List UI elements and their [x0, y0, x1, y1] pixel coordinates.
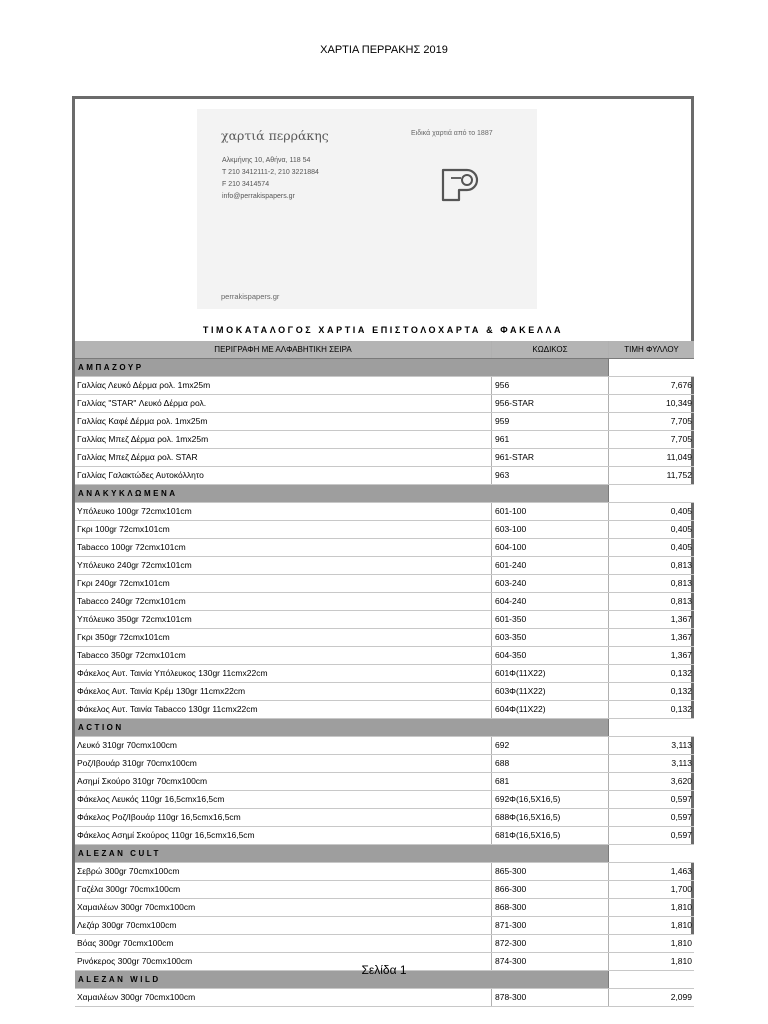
item-price: 1,810: [670, 938, 692, 948]
contact-info: [222, 155, 319, 203]
item-price: 0,597: [670, 812, 692, 822]
item-description: Σεβρώ 300gr 70cmx100cm: [75, 863, 492, 880]
item-code: 956-STAR: [492, 395, 609, 412]
item-price: 7,705: [670, 416, 692, 426]
table-row: [75, 503, 694, 521]
item-description: Φάκελος Αυτ. Ταινία Tabacco 130gr 11cmx22cm: [75, 701, 492, 718]
item-price: 10,349: [666, 398, 692, 408]
category-name: ALEZAN CULT: [75, 845, 609, 862]
table-row: [75, 989, 694, 1007]
item-price: 7,676: [670, 380, 692, 390]
item-description: Λεζάρ 300gr 70cmx100cm: [75, 917, 492, 934]
item-code: 601-240: [492, 557, 609, 574]
item-code: 601-100: [492, 503, 609, 520]
item-code: 865-300: [492, 863, 609, 880]
item-code: 692: [492, 737, 609, 754]
item-description: Γαλλίας Καφέ Δέρμα ρολ. 1mx25m: [75, 413, 492, 430]
item-price: 1,463: [670, 866, 692, 876]
table-row: [75, 431, 694, 449]
item-description: Φάκελος Αυτ. Ταινία Υπόλευκος 130gr 11cmx22cm: [75, 665, 492, 682]
item-code: 603-100: [492, 521, 609, 538]
category-row: [75, 359, 694, 377]
item-description: Γαλλίας Μπεζ Δέρμα ρολ. 1mx25m: [75, 431, 492, 448]
item-price: 1,367: [670, 632, 692, 642]
page-header: ΧΑΡΤΙΑ ΠΕΡΡΑΚΗΣ 2019: [320, 44, 448, 56]
item-price: 11,049: [666, 452, 692, 462]
table-row: [75, 413, 694, 431]
item-price: 0,132: [670, 668, 692, 678]
category-price-cell: [609, 719, 694, 736]
item-price: 11,752: [666, 470, 692, 480]
item-description: Γαλλίας Γαλακτώδες Αυτοκόλλητο: [75, 467, 492, 484]
table-row: [75, 647, 694, 665]
item-description: Βόας 300gr 70cmx100cm: [75, 935, 492, 952]
address-line: Αλκμήνης 10, Αθήνα, 118 54: [222, 157, 311, 164]
table-row: [75, 449, 694, 467]
item-description: Φάκελος Λευκός 110gr 16,5cmx16,5cm: [75, 791, 492, 808]
item-price: 0,132: [670, 704, 692, 714]
fax-line: F 210 3414574: [222, 181, 270, 188]
item-description: Υπόλευκο 350gr 72cmx101cm: [75, 611, 492, 628]
header-price: ΤΙΜΗ ΦΥΛΛΟΥ: [624, 345, 679, 354]
price-table: [75, 341, 694, 1007]
table-row: [75, 755, 694, 773]
table-row: [75, 773, 694, 791]
category-price-cell: [609, 845, 694, 862]
item-code: 681: [492, 773, 609, 790]
item-description: Φάκελος Αυτ. Ταινία Κρέμ 130gr 11cmx22cm: [75, 683, 492, 700]
phone-line: T 210 3412111-2, 210 3221884: [222, 169, 319, 176]
item-code: 604-350: [492, 647, 609, 664]
item-description: Λευκό 310gr 70cmx100cm: [75, 737, 492, 754]
item-price: 1,810: [670, 956, 692, 966]
table-row: [75, 701, 694, 719]
table-row: [75, 395, 694, 413]
item-description: Υπόλευκο 240gr 72cmx101cm: [75, 557, 492, 574]
category-row: [75, 845, 694, 863]
paper-roll-icon: [437, 164, 481, 208]
item-code: 681Φ(16,5Χ16,5): [492, 827, 609, 844]
table-row: [75, 827, 694, 845]
letterhead: [197, 109, 537, 309]
item-description: Γκρι 350gr 72cmx101cm: [75, 629, 492, 646]
item-code: 604Φ(11Χ22): [492, 701, 609, 718]
item-price: 0,813: [670, 578, 692, 588]
table-row: [75, 665, 694, 683]
item-description: Γαζέλα 300gr 70cmx100cm: [75, 881, 492, 898]
item-price: 2,099: [670, 992, 692, 1002]
item-code: 961-STAR: [492, 449, 609, 466]
table-row: [75, 791, 694, 809]
item-price: 0,813: [670, 596, 692, 606]
table-row: [75, 683, 694, 701]
tagline: Ειδικά χαρτιά από το 1887: [411, 130, 493, 137]
category-name: ALEZAN WILD: [75, 971, 609, 988]
table-row: [75, 935, 694, 953]
item-description: Γκρι 240gr 72cmx101cm: [75, 575, 492, 592]
item-description: Χαμαιλέων 300gr 70cmx100cm: [75, 899, 492, 916]
table-row: [75, 917, 694, 935]
item-code: 961: [492, 431, 609, 448]
table-row: [75, 539, 694, 557]
table-row: [75, 881, 694, 899]
item-price: 0,597: [670, 830, 692, 840]
item-price: 1,367: [670, 650, 692, 660]
item-price: 3,113: [671, 758, 692, 768]
item-code: 688Φ(16,5Χ16,5): [492, 809, 609, 826]
item-description: Γαλλίας Λευκό Δέρμα ρολ. 1mx25m: [75, 377, 492, 394]
item-price: 1,700: [670, 884, 692, 894]
item-description: Ροζ/Ιβουάρ 310gr 70cmx100cm: [75, 755, 492, 772]
item-code: 688: [492, 755, 609, 772]
category-name: ΑΜΠΑΖΟΥΡ: [75, 359, 609, 376]
table-row: [75, 611, 694, 629]
item-price: 0,597: [670, 794, 692, 804]
item-description: Tabacco 240gr 72cmx101cm: [75, 593, 492, 610]
item-code: 959: [492, 413, 609, 430]
item-description: Χαμαιλέων 300gr 70cmx100cm: [75, 989, 492, 1006]
table-row: [75, 575, 694, 593]
item-description: Tabacco 350gr 72cmx101cm: [75, 647, 492, 664]
item-description: Φάκελος Ασημί Σκούρος 110gr 16,5cmx16,5cm: [75, 827, 492, 844]
category-row: [75, 719, 694, 737]
item-price: 1,810: [670, 902, 692, 912]
table-row: [75, 377, 694, 395]
category-price-cell: [609, 485, 694, 502]
item-code: 603-240: [492, 575, 609, 592]
item-price: 7,705: [670, 434, 692, 444]
item-code: 963: [492, 467, 609, 484]
category-row: [75, 485, 694, 503]
table-row: [75, 737, 694, 755]
item-code: 868-300: [492, 899, 609, 916]
item-code: 603-350: [492, 629, 609, 646]
category-name: ΑΝΑΚΥΚΛΩΜΕΝΑ: [75, 485, 609, 502]
item-price: 0,405: [670, 524, 692, 534]
item-code: 878-300: [492, 989, 609, 1006]
table-row: [75, 593, 694, 611]
website: perrakispapers.gr: [221, 292, 280, 301]
table-row: [75, 629, 694, 647]
table-row: [75, 467, 694, 485]
item-code: 956: [492, 377, 609, 394]
item-description: Ασημί Σκούρο 310gr 70cmx100cm: [75, 773, 492, 790]
document-title: ΤΙΜΟΚΑΤΑΛΟΓΟΣ ΧΑΡΤΙΑ ΕΠΙΣΤΟΛΟΧΑΡΤΑ & ΦΑΚΕΛΛΑ: [202, 325, 564, 335]
table-row: [75, 899, 694, 917]
item-description: Ρινόκερος 300gr 70cmx100cm: [75, 953, 492, 970]
email-line: info@perrakispapers.gr: [222, 193, 295, 200]
item-description: Φάκελος Ροζ/Ιβουάρ 110gr 16,5cmx16,5cm: [75, 809, 492, 826]
item-code: 601Φ(11Χ22): [492, 665, 609, 682]
page-footer: Σελίδα 1: [361, 963, 407, 977]
item-price: 3,620: [670, 776, 692, 786]
item-code: 872-300: [492, 935, 609, 952]
item-price: 0,813: [670, 560, 692, 570]
item-code: 692Φ(16,5Χ16,5): [492, 791, 609, 808]
item-code: 603Φ(11Χ22): [492, 683, 609, 700]
item-description: Γαλλίας Μπεζ Δέρμα ρολ. STAR: [75, 449, 492, 466]
item-description: Γαλλίας "STAR" Λευκό Δέρμα ρολ.: [75, 395, 492, 412]
table-row: [75, 557, 694, 575]
item-description: Tabacco 100gr 72cmx101cm: [75, 539, 492, 556]
item-price: 0,405: [670, 542, 692, 552]
table-row: [75, 863, 694, 881]
item-price: 0,132: [670, 686, 692, 696]
header-description: ΠΕΡΙΓΡΑΦΗ ΜΕ ΑΛΦΑΒΗΤΙΚΗ ΣΕΙΡΑ: [75, 341, 492, 358]
item-code: 874-300: [492, 953, 609, 970]
item-code: 604-100: [492, 539, 609, 556]
item-code: 866-300: [492, 881, 609, 898]
item-code: 604-240: [492, 593, 609, 610]
item-price: 3,113: [671, 740, 692, 750]
table-row: [75, 521, 694, 539]
item-description: Υπόλευκο 100gr 72cmx101cm: [75, 503, 492, 520]
item-price: 0,405: [670, 506, 692, 516]
item-price: 1,810: [670, 920, 692, 930]
item-code: 871-300: [492, 917, 609, 934]
table-header-row: [75, 341, 694, 359]
item-code: 601-350: [492, 611, 609, 628]
category-price-cell: [609, 359, 694, 376]
item-description: Γκρι 100gr 72cmx101cm: [75, 521, 492, 538]
category-name: ACTION: [75, 719, 609, 736]
header-code: ΚΩΔΙΚΟΣ: [492, 341, 609, 358]
table-row: [75, 809, 694, 827]
item-price: 1,367: [670, 614, 692, 624]
brand-name: χαρτιά περράκης: [221, 128, 329, 143]
